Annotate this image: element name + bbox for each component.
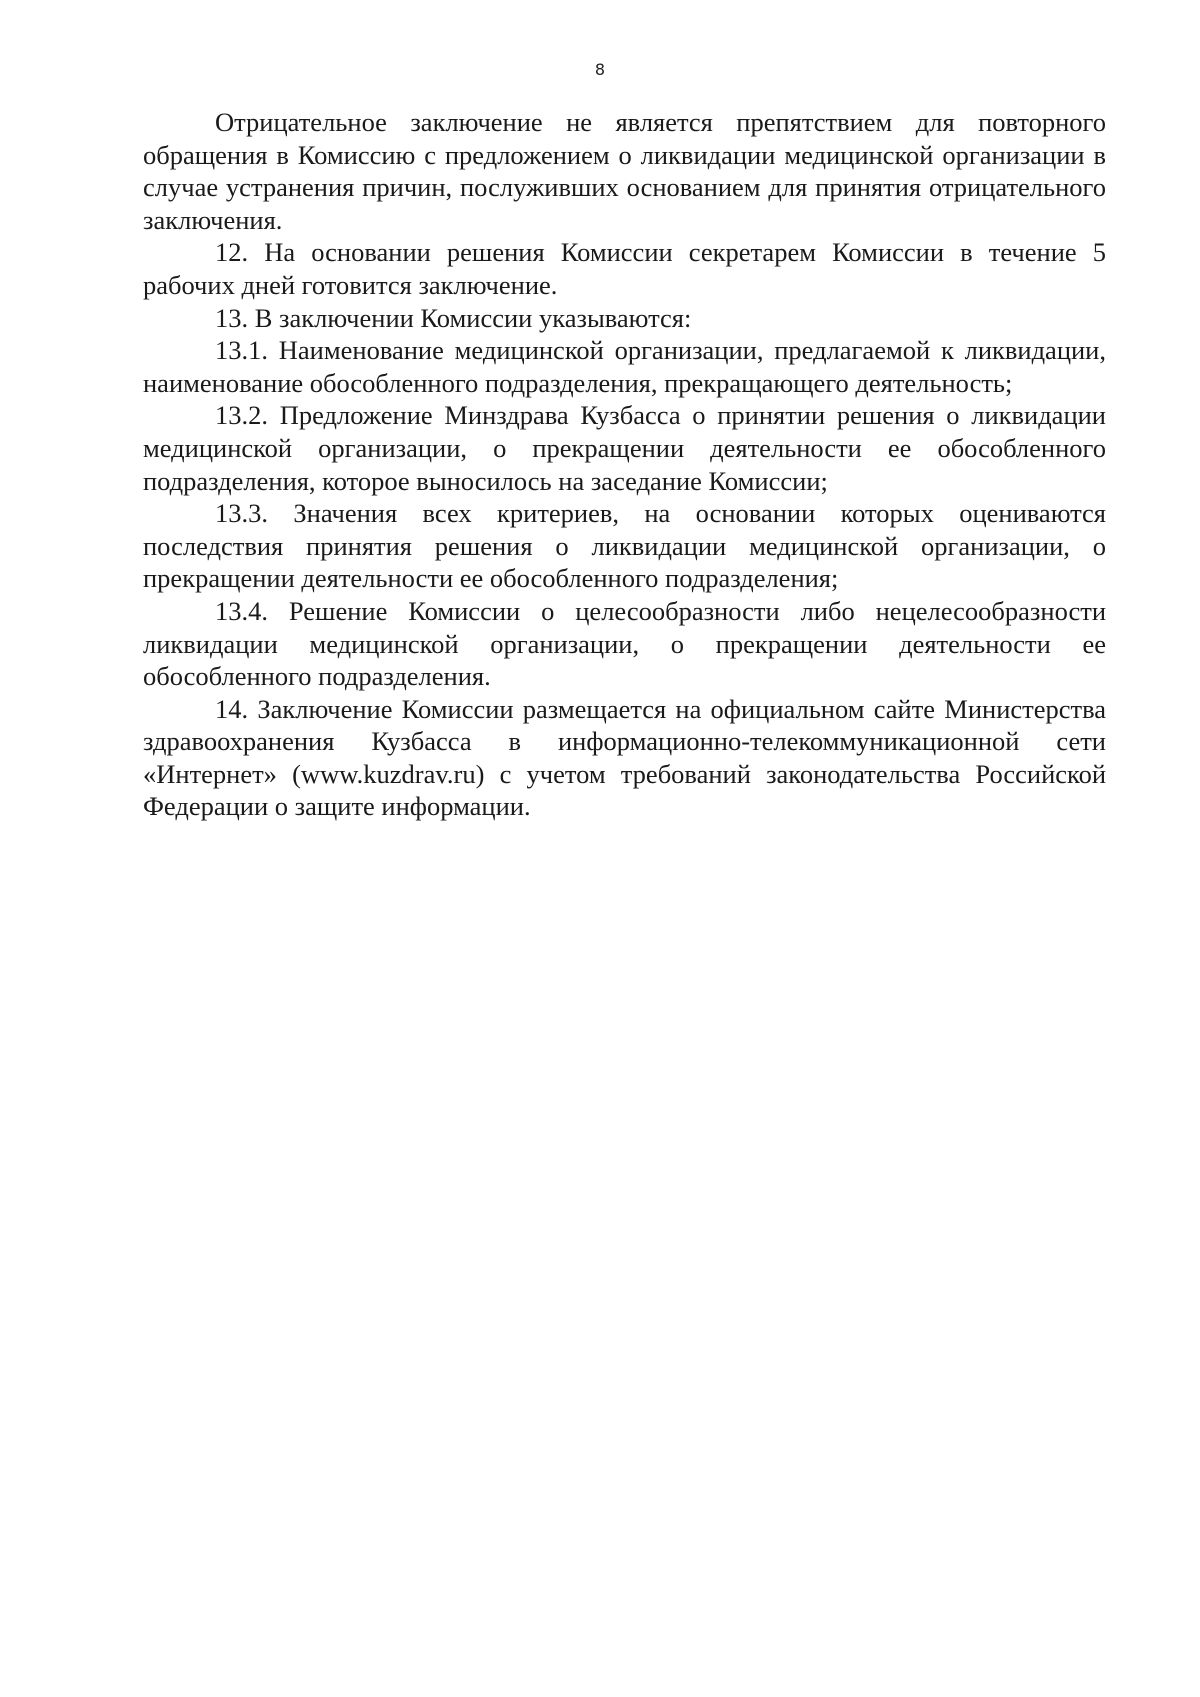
page-number: 8 [594,60,606,79]
paragraph-item-13-1: 13.1. Наименование медицинской организации, предлагаемой к ликвидации, наименование обособленного подразделения, прекращающего деятельность; [143,335,1106,398]
paragraph-item-13-4: 13.4. Решение Комиссии о целесообразности либо нецелесообразности ликвидации медицинской организации, о прекращении деятельности ее обособленного подразделения. [143,595,1106,692]
paragraph-item-13-2: 13.2. Предложение Минздрава Кузбасса о принятии решения о ликвидации медицинской организации, о прекращении деятельности ее обособленного подразделения, которое выносилось на заседание Комиссии; [143,400,1106,496]
document-body [143,106,1106,823]
paragraph-item-14: 14. Заключение Комиссии размещается на официальном сайте Министерства здравоохранения Кузбасса в информационно-телекоммуникационной сети «Интернет» (www.kuzdrav.ru) с учетом требований законодательства Российской Федерации о защите информации. [143,693,1106,822]
paragraph-item-13-3: 13.3. Значения всех критериев, на основании которых оцениваются последствия принятия решения о ликвидации медицинской организации, о прекращении деятельности ее обособленного подразделения; [143,498,1106,594]
paragraph-item-13: 13. В заключении Комиссии указываются: [215,302,692,333]
paragraph-item-12: 12. На основании решения Комиссии секретарем Комиссии в течение 5 рабочих дней готовится заключение. [143,237,1106,300]
paragraph-negative-conclusion: Отрицательное заключение не является препятствием для повторного обращения в Комиссию с предложением о ликвидации медицинской организации в случае устранения причин, послуживших основанием для принятия отрицательного заключения. [143,107,1106,235]
